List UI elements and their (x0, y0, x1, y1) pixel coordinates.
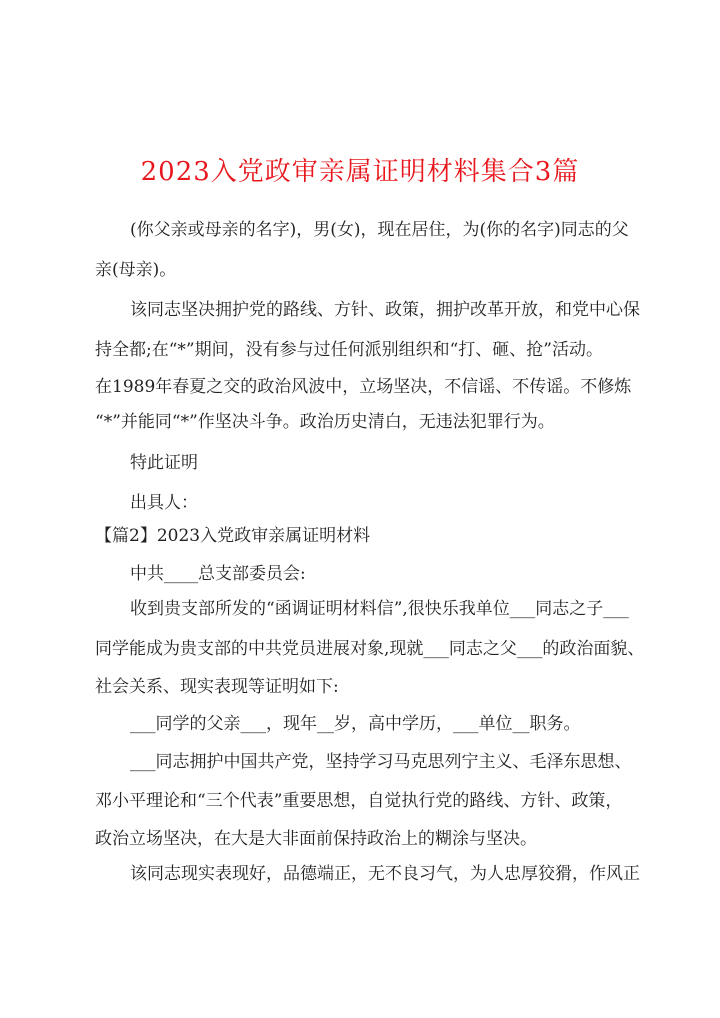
paragraph-line: 亲(母亲)。 (95, 260, 177, 280)
paragraph-line: 该同志现实表现好，品德端正，无不良习气，为人忠厚狡猾，作风正 (130, 864, 640, 884)
paragraph-line: 特此证明 (130, 453, 198, 473)
paragraph-line: ___同志拥护中国共产党，坚持学习马克思列宁主义、毛泽东思想、 (130, 752, 632, 772)
document-title: 2023入党政审亲属证明材料集合3篇 (140, 157, 580, 187)
paragraph-line: 出具人： (130, 493, 198, 513)
paragraph-line: (你父亲或母亲的名字)，男(女)，现在居住，为(你的名字)同志的父 (130, 220, 629, 240)
paragraph-line: 邓小平理论和“三个代表”重要思想，自觉执行党的路线、方针、政策， (95, 791, 623, 811)
paragraph-line: 收到贵支部所发的“函调证明材料信”,很快乐我单位___同志之子___ (130, 599, 629, 619)
section-heading: 【篇2】2023入党政审亲属证明材料 (95, 526, 371, 546)
paragraph-line: 同学能成为贵支部的中共党员进展对象,现就___同志之父___的政治面貌、 (95, 639, 645, 659)
paragraph-line: 社会关系、现实表现等证明如下: (95, 677, 339, 697)
paragraph-line: 中共____总支部委员会: (130, 564, 306, 584)
paragraph-line: 政治立场坚决，在大是大非面前保持政治上的糊涂与坚决。 (95, 829, 537, 849)
paragraph-line: 持全都;在“*”期间，没有参与过任何派别组织和“打、砸、抢”活动。 (95, 340, 603, 360)
paragraph-line: 在1989年春夏之交的政治风波中，立场坚决，不信谣、不传谣。不修炼 (95, 377, 632, 397)
paragraph-line: “*”并能同“*”作坚决斗争。政治历史清白，无违法犯罪行为。 (95, 412, 555, 432)
paragraph-line: ___同学的父亲___，现年__岁，高中学历，___单位__职务。 (130, 714, 581, 734)
paragraph-line: 该同志坚决拥护党的路线、方针、政策，拥护改革开放，和党中心保 (130, 300, 640, 320)
